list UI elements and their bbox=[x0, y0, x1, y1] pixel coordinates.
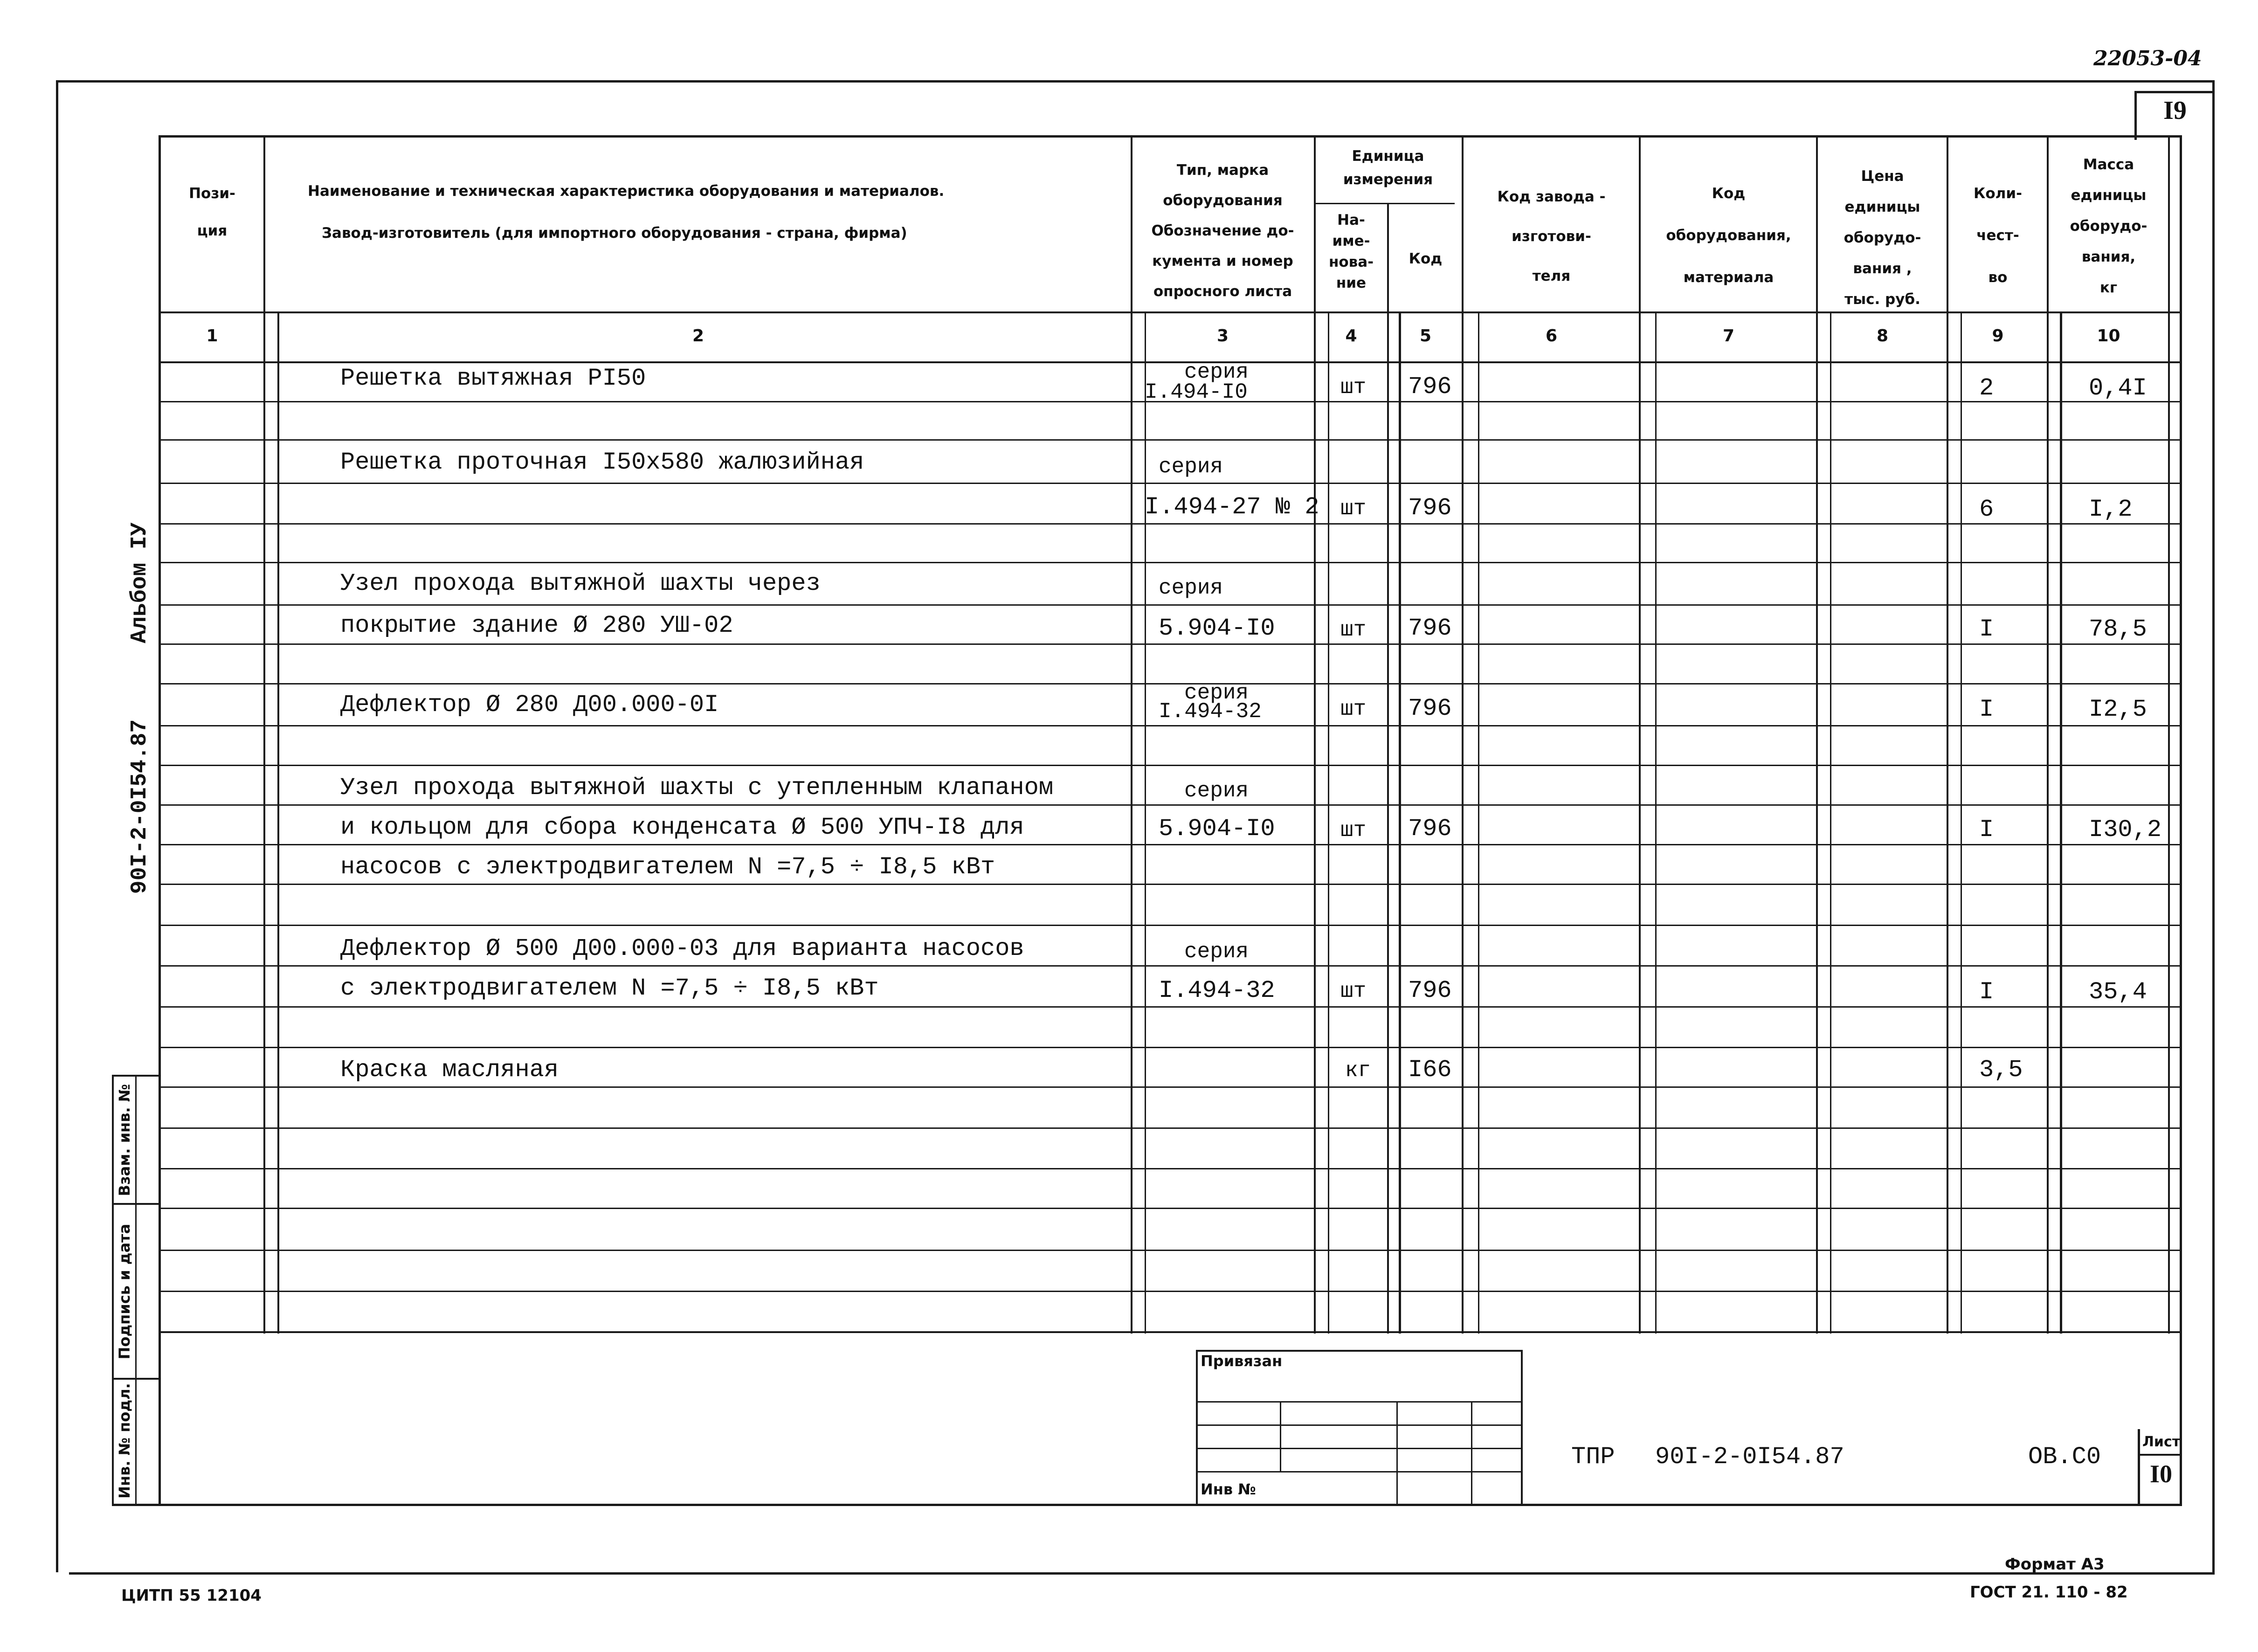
table-cell-doc: I.494-32 bbox=[1159, 699, 1262, 724]
table-cell-unit: шт bbox=[1340, 497, 1367, 521]
table-cell-qty: I bbox=[1979, 696, 1994, 723]
table-cell-unit: шт bbox=[1340, 375, 1367, 400]
table-cell-name: Узел прохода вытяжной шахты через bbox=[340, 570, 821, 597]
table-cell-series: серия bbox=[1159, 455, 1223, 479]
header-pozitsiya-2: ция bbox=[197, 222, 228, 239]
table-cell-code: 796 bbox=[1408, 373, 1452, 401]
table-cell-name: Решетка вытяжная РI50 bbox=[340, 365, 646, 392]
table-cell-doc: I.494-I0 bbox=[1145, 380, 1248, 404]
table-cell-mass: I2,5 bbox=[2089, 696, 2147, 723]
header-unit-2: измерения bbox=[1343, 171, 1433, 188]
album-label: Альбом IУ bbox=[127, 522, 152, 643]
table-cell-qty: I bbox=[1979, 615, 1994, 643]
stamp-mark: ОВ.С0 bbox=[2028, 1443, 2101, 1471]
sheet-label: Лист bbox=[2142, 1434, 2181, 1450]
table-cell-name: покрытие здание Ø 280 УШ-02 bbox=[340, 612, 733, 639]
table-cell-unit: кг bbox=[1345, 1058, 1371, 1083]
inv-no-label: Инв № bbox=[1201, 1480, 1256, 1498]
header-pozitsiya-1: Пози- bbox=[189, 185, 235, 202]
table-cell-code: 796 bbox=[1408, 615, 1452, 642]
table-cell-series: серия bbox=[1184, 681, 1249, 705]
table-cell-unit: шт bbox=[1340, 818, 1367, 843]
table-cell-code: 796 bbox=[1408, 977, 1452, 1004]
header-qty: Коли- чест- во bbox=[1974, 185, 2022, 286]
stamp-project: 90I-2-0I54.87 bbox=[1655, 1443, 1844, 1471]
header-price: Цена единицы оборудо- вания , тыс. руб. bbox=[1844, 168, 1921, 308]
table-cell-name: Дефлектор Ø 500 Д00.000-03 для варианта насосов bbox=[340, 935, 1024, 962]
format-label: Формат А3 bbox=[2005, 1555, 2105, 1574]
header-type-2: оборудования bbox=[1163, 192, 1283, 209]
column-number: 9 bbox=[1992, 326, 2004, 346]
table-cell-name: Дефлектор Ø 280 Д00.000-0I bbox=[340, 691, 719, 719]
table-cell-code: I66 bbox=[1408, 1056, 1452, 1084]
table-cell-name: Узел прохода вытяжной шахты с утепленным клапаном bbox=[340, 774, 1054, 802]
project-side-label: 90I-2-0I54.87 bbox=[127, 719, 152, 894]
header-name-line2: Завод-изготовитель (для импортного оборудования - страна, фирма) bbox=[322, 225, 907, 242]
header-type-4: кумента и номер bbox=[1152, 253, 1293, 270]
table-cell-qty: 6 bbox=[1979, 496, 1994, 523]
header-unit-name: На- име- нова- ние bbox=[1328, 212, 1374, 291]
privyazan-label: Привязан bbox=[1201, 1352, 1283, 1370]
header-unit-1: Единица bbox=[1352, 148, 1424, 165]
podpis-data-label: Подпись и дата bbox=[116, 1223, 133, 1360]
sheet-number: I0 bbox=[2149, 1460, 2172, 1488]
table-cell-unit: шт bbox=[1340, 979, 1367, 1003]
table-cell-mass: I,2 bbox=[2089, 496, 2133, 523]
cip-code: ЦИТП 55 12104 bbox=[121, 1586, 262, 1605]
page-number: I9 bbox=[2163, 96, 2187, 125]
table-cell-name: насосов с электродвигателем N =7,5 ÷ I8,5 кВт bbox=[340, 853, 995, 881]
column-number: 7 bbox=[1722, 326, 1735, 346]
table-cell-qty: I bbox=[1979, 816, 1994, 843]
vzam-inv-label: Взам. инв. № bbox=[116, 1084, 133, 1196]
table-cell-doc: I.494-32 bbox=[1159, 977, 1275, 1004]
column-number: 5 bbox=[1419, 326, 1432, 346]
header-type-5: опросного листа bbox=[1153, 283, 1292, 300]
table-cell-code: 796 bbox=[1408, 815, 1452, 843]
table-cell-name: Краска масляная bbox=[340, 1056, 559, 1084]
table-cell-qty: I bbox=[1979, 978, 1994, 1006]
table-cell-doc: I.494-27 № 2 bbox=[1145, 493, 1319, 521]
header-type-3: Обозначение до- bbox=[1151, 222, 1294, 239]
table-cell-doc: 5.904-I0 bbox=[1159, 615, 1275, 642]
table-cell-series: серия bbox=[1184, 360, 1249, 384]
table-cell-mass: 0,4I bbox=[2089, 374, 2147, 402]
table-cell-series: серия bbox=[1159, 576, 1223, 600]
column-number: 4 bbox=[1345, 326, 1357, 346]
column-number: 1 bbox=[206, 326, 218, 346]
column-number: 10 bbox=[2097, 326, 2120, 346]
table-cell-doc: 5.904-I0 bbox=[1159, 815, 1275, 843]
column-number: 2 bbox=[692, 326, 704, 346]
table-cell-name: с электродвигателем N =7,5 ÷ I8,5 кВт bbox=[340, 975, 879, 1002]
column-number: 6 bbox=[1545, 326, 1558, 346]
header-name-line1: Наименование и техническая характеристика оборудования и материалов. bbox=[308, 183, 945, 200]
header-mass: Масса единицы оборудо- вания, кг bbox=[2070, 156, 2148, 296]
gost-label: ГОСТ 21. 110 - 82 bbox=[1970, 1583, 2128, 1602]
header-unit-code: Код bbox=[1409, 250, 1443, 267]
table-cell-qty: 2 bbox=[1979, 374, 1994, 402]
table-cell-code: 796 bbox=[1408, 695, 1452, 722]
table-cell-code: 796 bbox=[1408, 494, 1452, 522]
table-cell-series: серия bbox=[1184, 779, 1249, 803]
table-cell-name: и кольцом для сбора конденсата Ø 500 УПЧ-I8 для bbox=[340, 814, 1024, 841]
inv-podl-label: Инв. № подл. bbox=[116, 1383, 133, 1499]
column-number: 3 bbox=[1216, 326, 1229, 346]
stamp-tpp: ТПР bbox=[1571, 1443, 1615, 1471]
header-type-1: Тип, марка bbox=[1176, 162, 1269, 179]
table-cell-mass: 35,4 bbox=[2089, 978, 2147, 1006]
table-cell-unit: шт bbox=[1340, 697, 1367, 721]
table-cell-unit: шт bbox=[1340, 618, 1367, 642]
table-cell-mass: 78,5 bbox=[2089, 615, 2147, 643]
table-cell-qty: 3,5 bbox=[1979, 1056, 2023, 1084]
header-factory-code: Код завода - изготови- теля bbox=[1497, 188, 1606, 284]
table-cell-name: Решетка проточная I50x580 жалюзийная bbox=[340, 449, 864, 476]
header-equip-code: Код оборудования, материала bbox=[1666, 185, 1791, 286]
table-cell-mass: I30,2 bbox=[2089, 816, 2162, 843]
column-number: 8 bbox=[1876, 326, 1889, 346]
handwritten-doc-id: 22053-04 bbox=[2093, 47, 2202, 70]
table-cell-series: серия bbox=[1184, 940, 1249, 964]
